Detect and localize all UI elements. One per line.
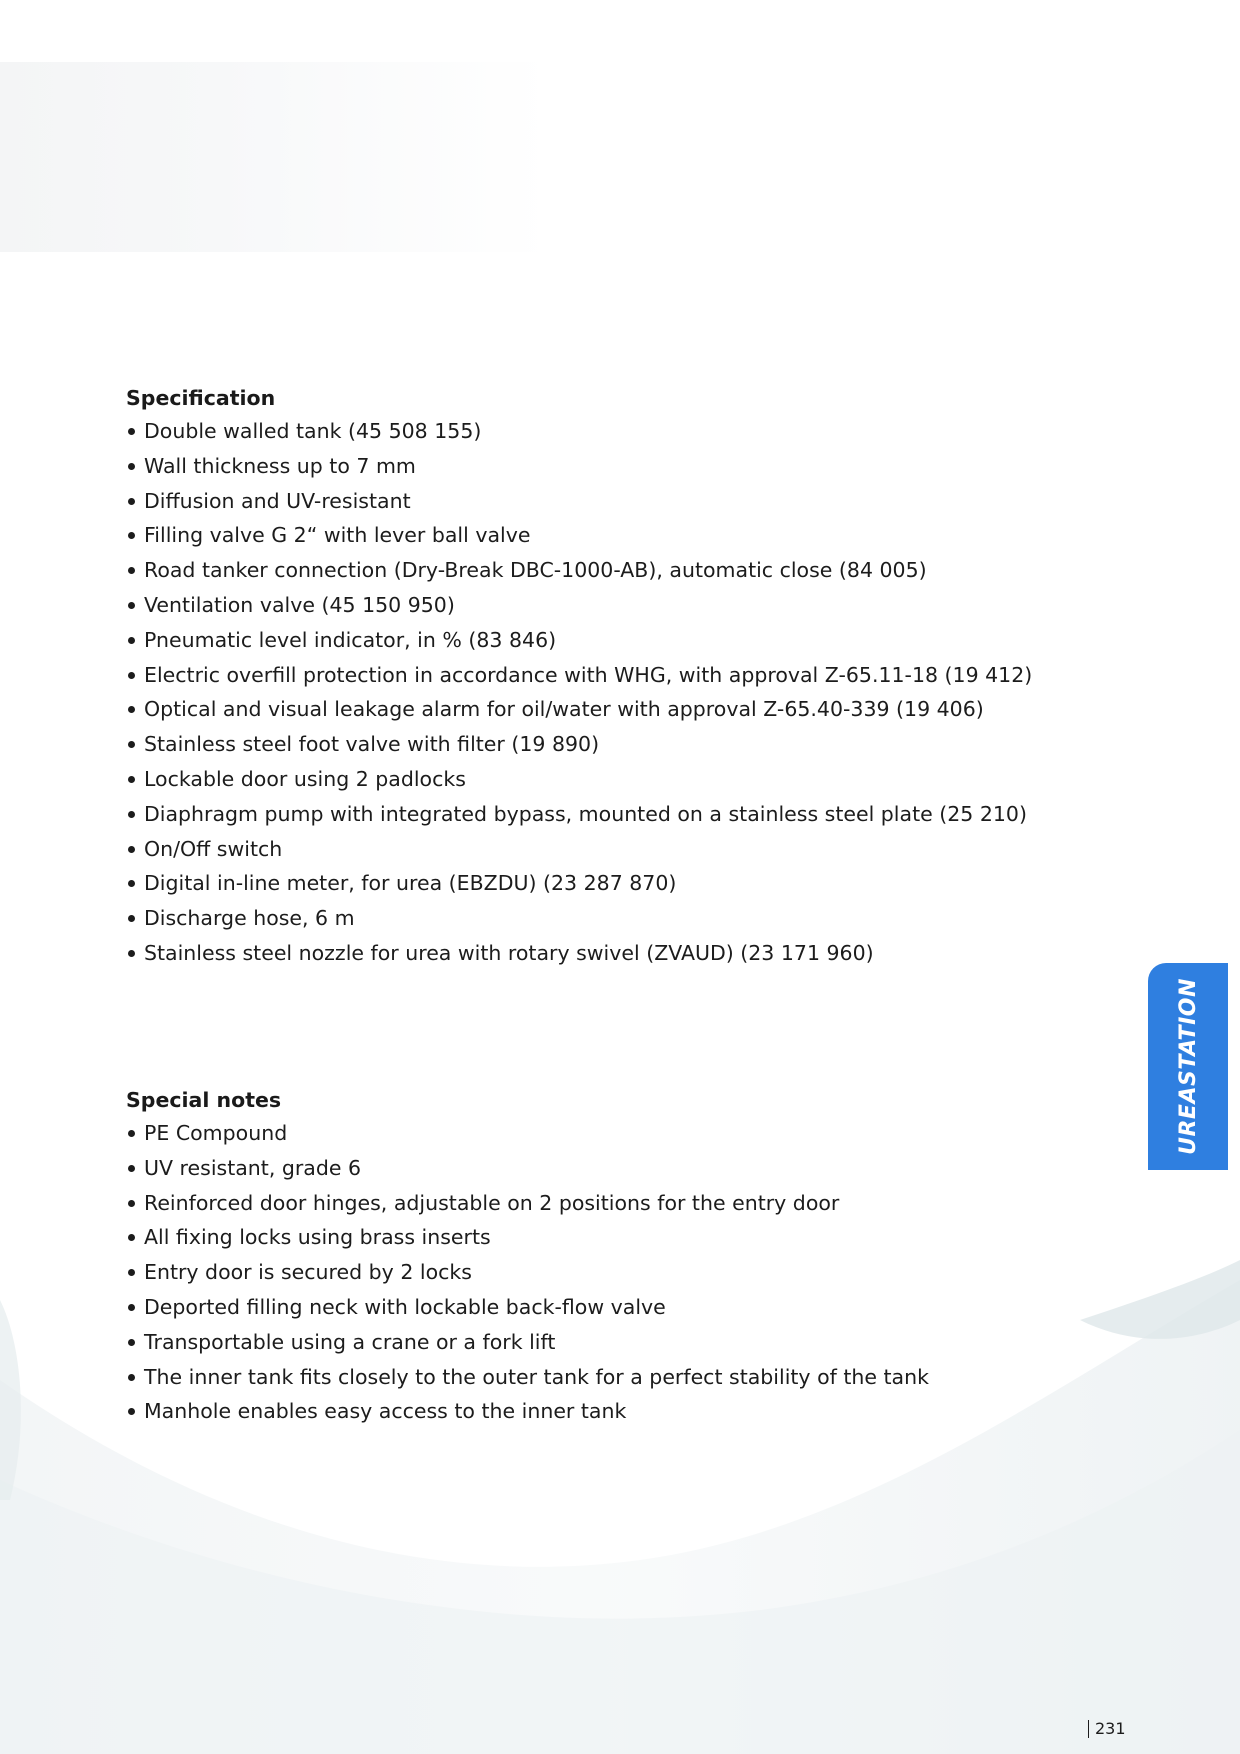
side-tab-label: UREASTATION [1175, 978, 1201, 1155]
special-notes-item-text: Transportable using a crane or a fork lift [144, 1329, 556, 1354]
specification-item-text: Double walled tank (45 508 155) [144, 419, 482, 443]
specification-item-text: Road tanker connection (Dry-Break DBC-1000-AB), automatic close (84 005) [144, 558, 927, 583]
bullet-icon [128, 1269, 135, 1276]
ureastation-side-tab [1148, 963, 1228, 1170]
bullet-icon [128, 776, 135, 783]
specification-item-text: On/Off switch [144, 836, 283, 861]
specification-item-text: Stainless steel foot valve with filter (19 890) [144, 732, 600, 757]
special-notes-item-text: Manhole enables easy access to the inner tank [144, 1399, 627, 1424]
bullet-icon [128, 567, 135, 574]
special-notes-item-text: UV resistant, grade 6 [144, 1155, 362, 1180]
specification-item-text: Optical and visual leakage alarm for oil/water with approval Z-65.40-339 (19 406) [144, 697, 984, 722]
special-notes-heading: Special notes [126, 1088, 282, 1112]
bullet-icon [128, 428, 135, 435]
special-notes-section [126, 1088, 929, 1431]
special-notes-item [126, 1222, 929, 1257]
bullet-icon [128, 1374, 135, 1381]
specification-item [126, 590, 1032, 625]
bullet-icon [128, 880, 135, 887]
bullet-icon [128, 1130, 135, 1137]
specification-item-text: Filling valve G 2“ with lever ball valve [144, 523, 531, 548]
specification-item-text: Pneumatic level indicator, in % (83 846) [144, 627, 557, 652]
specification-item [126, 868, 1032, 903]
specification-item-text: Electric overfill protection in accordance with WHG, with approval Z-65.11-18 (19 412) [144, 662, 1033, 687]
bullet-icon [128, 463, 135, 470]
specification-item [126, 660, 1032, 695]
specification-item [126, 938, 1032, 973]
bullet-icon [128, 532, 135, 539]
specification-item-text: Ventilation valve (45 150 950) [144, 592, 455, 617]
bullet-icon [128, 706, 135, 713]
specification-item-text: Wall thickness up to 7 mm [144, 453, 416, 478]
bullet-icon [128, 602, 135, 609]
bullet-icon [128, 1408, 135, 1415]
special-notes-item-text: The inner tank fits closely to the outer tank for a perfect stability of the tank [144, 1364, 929, 1389]
specification-item-text: Lockable door using 2 padlocks [144, 766, 466, 791]
bullet-icon [128, 1165, 135, 1172]
specification-item [126, 729, 1032, 764]
specification-item [126, 486, 1032, 521]
bullet-icon [128, 950, 135, 957]
bullet-icon [128, 672, 135, 679]
specification-item-text: Diffusion and UV-resistant [144, 488, 411, 513]
special-notes-item [126, 1257, 929, 1292]
bullet-icon [128, 811, 135, 818]
special-notes-item [126, 1362, 929, 1397]
special-notes-item [126, 1292, 929, 1327]
specification-item [126, 416, 1032, 451]
specification-item [126, 799, 1032, 834]
special-notes-item-text: Entry door is secured by 2 locks [144, 1260, 472, 1285]
special-notes-item-text: All fixing locks using brass inserts [144, 1225, 491, 1250]
specification-item-text: Digital in-line meter, for urea (EBZDU) (23 287 870) [144, 871, 677, 896]
special-notes-item [126, 1118, 929, 1153]
bullet-icon [128, 846, 135, 853]
specification-heading: Specification [126, 386, 276, 410]
special-notes-item-text: PE Compound [144, 1121, 288, 1145]
specification-item [126, 520, 1032, 555]
specification-item [126, 555, 1032, 590]
bullet-icon [128, 637, 135, 644]
bullet-icon [128, 915, 135, 922]
specification-item [126, 451, 1032, 486]
specification-item [126, 764, 1032, 799]
bullet-icon [128, 498, 135, 505]
bullet-icon [128, 1200, 135, 1207]
special-notes-item [126, 1153, 929, 1188]
specification-item [126, 694, 1032, 729]
special-notes-item-text: Reinforced door hinges, adjustable on 2 positions for the entry door [144, 1190, 840, 1215]
specification-section [126, 386, 1032, 973]
bullet-icon [128, 1234, 135, 1241]
specification-item-text: Diaphragm pump with integrated bypass, mounted on a stainless steel plate (25 210) [144, 801, 1027, 826]
bullet-icon [128, 1339, 135, 1346]
special-notes-item [126, 1188, 929, 1223]
specification-item [126, 625, 1032, 660]
bullet-icon [128, 1304, 135, 1311]
specification-item-text: Stainless steel nozzle for urea with rotary swivel (ZVAUD) (23 171 960) [144, 940, 874, 965]
specification-item-text: Discharge hose, 6 m [144, 906, 355, 931]
specification-item [126, 903, 1032, 938]
special-notes-item [126, 1396, 929, 1431]
special-notes-item [126, 1327, 929, 1362]
specification-list [126, 416, 1032, 973]
page-number: 231 [1088, 1720, 1126, 1738]
specification-item [126, 834, 1032, 869]
bullet-icon [128, 741, 135, 748]
special-notes-item-text: Deported filling neck with lockable back-flow valve [144, 1294, 666, 1319]
special-notes-list [126, 1118, 929, 1431]
decorative-header-fade [0, 62, 550, 252]
